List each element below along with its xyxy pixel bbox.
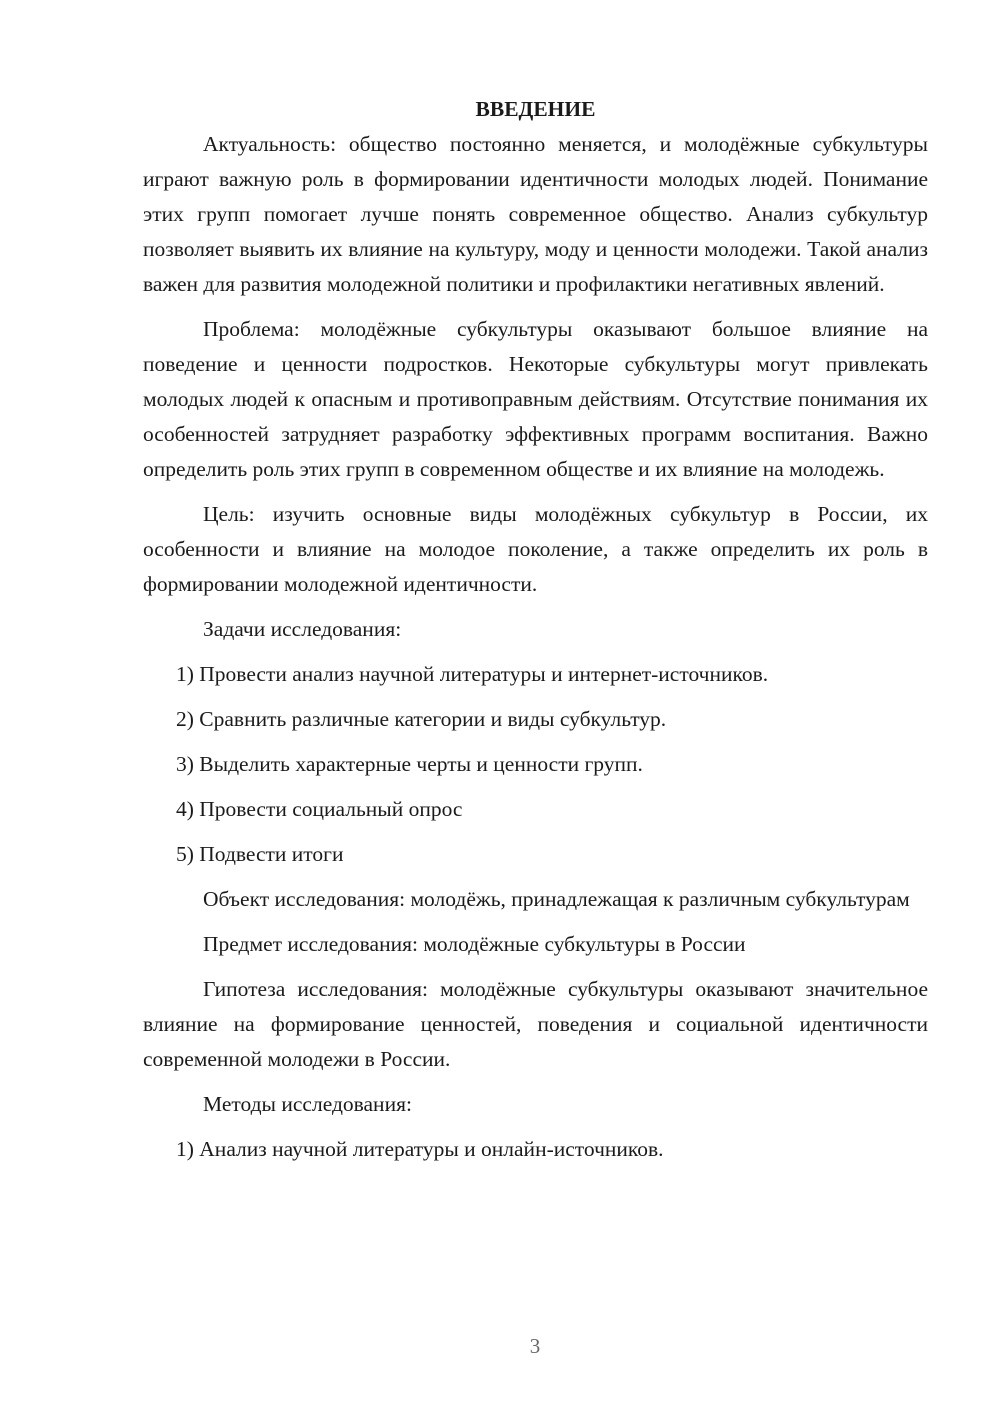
section-title: ВВЕДЕНИЕ	[475, 97, 596, 121]
task-item: 1) Провести анализ научной литературы и интернет-источников.	[176, 662, 769, 686]
object-paragraph: Объект исследования: молодёжь, принадлежащая к различным субкультурам	[203, 887, 910, 911]
subject-paragraph: Предмет исследования: молодёжные субкультуры в России	[203, 932, 746, 956]
task-item: 3) Выделить характерные черты и ценности групп.	[176, 752, 643, 776]
task-item: 4) Провести социальный опрос	[176, 797, 463, 821]
page-number: 3	[529, 1334, 541, 1358]
hypothesis-paragraph: Гипотеза исследования: молодёжные субкультуры оказывают значительное влияние на формирование ценностей, поведения и социальной идентичности современной молодежи в России.	[143, 977, 928, 1071]
task-item: 2) Сравнить различные категории и виды субкультур.	[176, 707, 667, 731]
methods-heading: Методы исследования:	[203, 1092, 412, 1116]
relevance-paragraph: Актуальность: общество постоянно меняется, и молодёжные субкультуры играют важную роль в формировании идентичности молодых людей. Понимание этих групп помогает лучше понять современное общество. Анализ субкультур позволяет выявить их влияние на культуру, моду и ценности молодежи. Такой анализ важен для развития молодежной политики и профилактики негативных явлений.	[143, 132, 928, 296]
problem-paragraph: Проблема: молодёжные субкультуры оказывают большое влияние на поведение и ценности подростков. Некоторые субкультуры могут привлекать молодых людей к опасным и противоправным действиям. Отсутствие понимания их особенностей затрудняет разработку эффективных программ воспитания. Важно определить роль этих групп в современном обществе и их влияние на молодежь.	[143, 317, 928, 481]
tasks-heading: Задачи исследования:	[203, 617, 402, 641]
document-body	[143, 92, 928, 1167]
goal-paragraph: Цель: изучить основные виды молодёжных субкультур в России, их особенности и влияние на молодое поколение, а также определить их роль в формировании молодежной идентичности.	[143, 502, 928, 596]
method-item: 1) Анализ научной литературы и онлайн-источников.	[176, 1137, 664, 1161]
task-item: 5) Подвести итоги	[176, 842, 344, 866]
